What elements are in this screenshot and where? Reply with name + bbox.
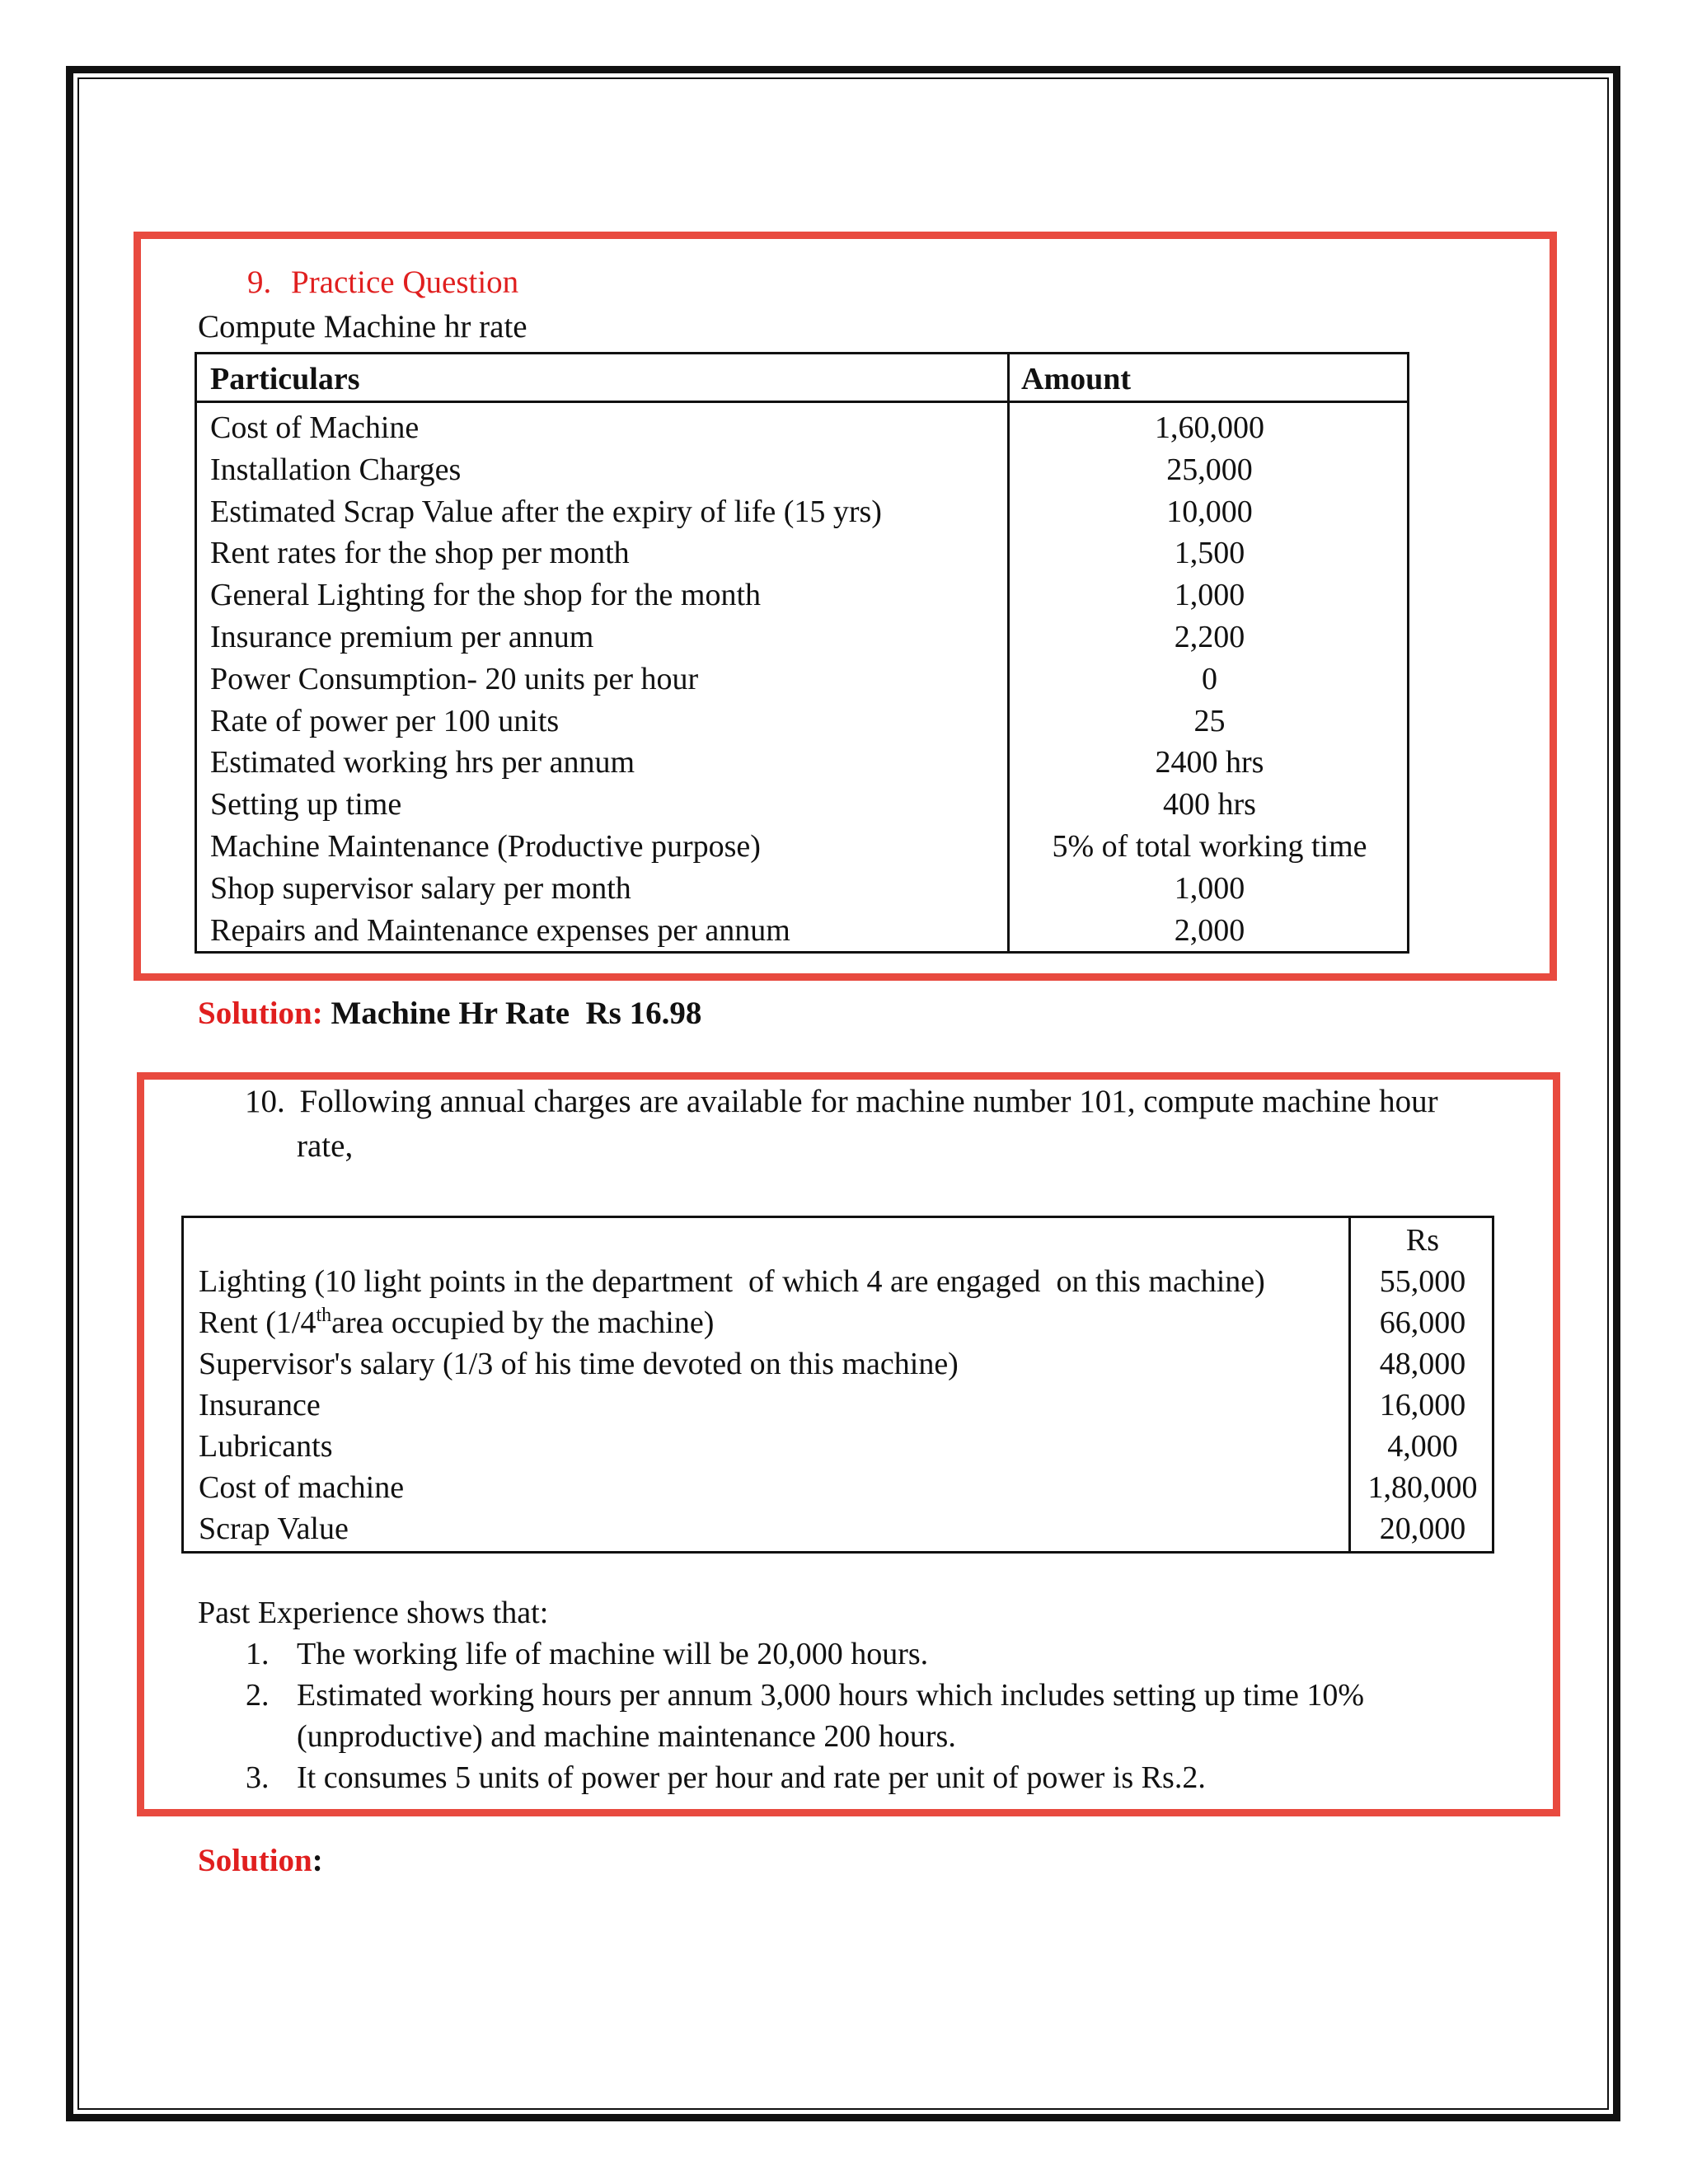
row-particular: Insurance premium per annum <box>210 619 594 654</box>
table-row <box>197 532 1407 574</box>
list-item-number: 1. <box>246 1637 270 1671</box>
list-item-number: 2. <box>246 1678 270 1713</box>
row-amount: 25,000 <box>1166 452 1253 487</box>
row-amount: 5% of total working time <box>1052 828 1367 864</box>
row-amount: 1,000 <box>1174 578 1245 613</box>
row-particular: Repairs and Maintenance expenses per annum <box>210 912 790 948</box>
row-particular: Estimated Scrap Value after the expiry of life (15 yrs) <box>210 494 882 529</box>
row-particular: Rent rates for the shop per month <box>210 536 630 571</box>
row-amount: 20,000 <box>1379 1511 1466 1546</box>
row-amount: 0 <box>1202 661 1217 696</box>
row-amount: 2,200 <box>1174 619 1245 654</box>
row-amount: 48,000 <box>1379 1347 1466 1381</box>
row-particular: Shop supervisor salary per month <box>210 870 631 906</box>
row-amount: 1,80,000 <box>1367 1470 1478 1505</box>
q10-solution <box>198 1840 323 1882</box>
rent-text-pre: Rent (1/4 <box>199 1305 316 1340</box>
q10-table-body <box>184 1261 1492 1549</box>
row-amount: 400 hrs <box>1163 787 1256 823</box>
table-row <box>197 868 1407 910</box>
row-particular: Installation Charges <box>210 452 462 487</box>
rent-text-post: area occupied by the machine) <box>331 1305 715 1340</box>
table-row <box>197 574 1407 616</box>
list-item-number: 3. <box>246 1760 270 1795</box>
row-particular: Supervisor's salary (1/3 of his time devoted on this machine) <box>199 1347 959 1381</box>
table-row <box>197 742 1407 784</box>
past-experience-heading: Past Experience shows that: <box>198 1596 549 1630</box>
row-particular: General Lighting for the shop for the month <box>210 578 762 613</box>
list-item-continuation: (unproductive) and machine maintenance 200 hours. <box>297 1719 956 1754</box>
row-amount: 25 <box>1193 703 1226 738</box>
table-row <box>184 1261 1492 1302</box>
q10-solution-colon: : <box>312 1843 323 1878</box>
table-row <box>184 1508 1492 1549</box>
table-row <box>184 1385 1492 1426</box>
row-particular: Machine Maintenance (Productive purpose) <box>210 828 761 864</box>
row-amount: 1,500 <box>1174 536 1245 571</box>
q9-subheading: Compute Machine hr rate <box>198 309 528 344</box>
q10-question-line2: rate, <box>297 1128 354 1164</box>
q10-solution-label: Solution <box>198 1843 312 1878</box>
row-particular: Insurance <box>199 1388 321 1422</box>
row-particular: Estimated working hrs per annum <box>210 745 635 780</box>
row-amount: 16,000 <box>1379 1388 1466 1422</box>
q9-heading <box>247 262 518 303</box>
list-item <box>246 1633 928 1675</box>
table-row <box>184 1426 1492 1467</box>
q9-solution <box>198 993 701 1034</box>
table-row <box>197 826 1407 868</box>
row-particular: Setting up time <box>210 787 402 823</box>
list-item-text: Estimated working hours per annum 3,000 hours which includes setting up time 10% <box>297 1678 1364 1713</box>
q9-number: 9. <box>247 265 272 300</box>
header-amount: Amount <box>1021 362 1132 396</box>
row-amount: 10,000 <box>1166 494 1253 529</box>
table-row <box>197 449 1407 491</box>
table-row <box>184 1343 1492 1385</box>
table-header-divider <box>197 401 1407 403</box>
row-particular: Lubricants <box>199 1429 333 1464</box>
list-item-text: It consumes 5 units of power per hour and rate per unit of power is Rs.2. <box>297 1760 1206 1795</box>
header-particulars: Particulars <box>210 362 360 396</box>
table-row <box>184 1467 1492 1508</box>
list-item-text: The working life of machine will be 20,000 hours. <box>297 1637 929 1671</box>
row-amount: 66,000 <box>1379 1305 1466 1340</box>
row-particular: Lighting (10 light points in the department of which 4 are engaged on this machine) <box>199 1264 1265 1299</box>
row-particular: Cost of Machine <box>210 410 420 445</box>
list-item <box>246 1675 1364 1716</box>
row-amount: 2400 hrs <box>1155 745 1264 780</box>
table-row <box>197 910 1407 952</box>
header-rs: Rs <box>1405 1223 1440 1258</box>
q9-table-body <box>197 407 1407 951</box>
row-particular: Rate of power per 100 units <box>210 703 560 738</box>
q9-solution-text: Machine Hr Rate Rs 16.98 <box>331 996 702 1031</box>
row-particular: Cost of machine <box>199 1470 405 1505</box>
q9-solution-label: Solution: <box>198 996 323 1031</box>
row-particular <box>199 1302 714 1343</box>
q10-question-line1: Following annual charges are available for machine number 101, compute machine hour <box>299 1084 1438 1119</box>
list-item <box>246 1757 1206 1798</box>
q9-title: Practice Question <box>291 265 519 300</box>
row-amount: 1,60,000 <box>1155 410 1264 445</box>
row-particular: Scrap Value <box>199 1511 349 1546</box>
q9-table <box>195 352 1409 954</box>
row-amount: 2,000 <box>1174 912 1245 948</box>
table-row <box>197 616 1407 658</box>
q10-question <box>245 1081 1438 1122</box>
row-amount: 4,000 <box>1387 1429 1458 1464</box>
q10-table <box>181 1216 1494 1554</box>
row-amount: 55,000 <box>1379 1264 1466 1299</box>
table-row <box>197 658 1407 701</box>
row-amount: 1,000 <box>1174 870 1245 906</box>
rent-superscript: th <box>316 1305 332 1326</box>
q10-number: 10. <box>245 1084 285 1119</box>
row-particular: Power Consumption- 20 units per hour <box>210 661 699 696</box>
table-row <box>197 407 1407 449</box>
table-row <box>197 701 1407 743</box>
table-row <box>184 1302 1492 1343</box>
table-row <box>197 784 1407 826</box>
table-row <box>197 491 1407 533</box>
